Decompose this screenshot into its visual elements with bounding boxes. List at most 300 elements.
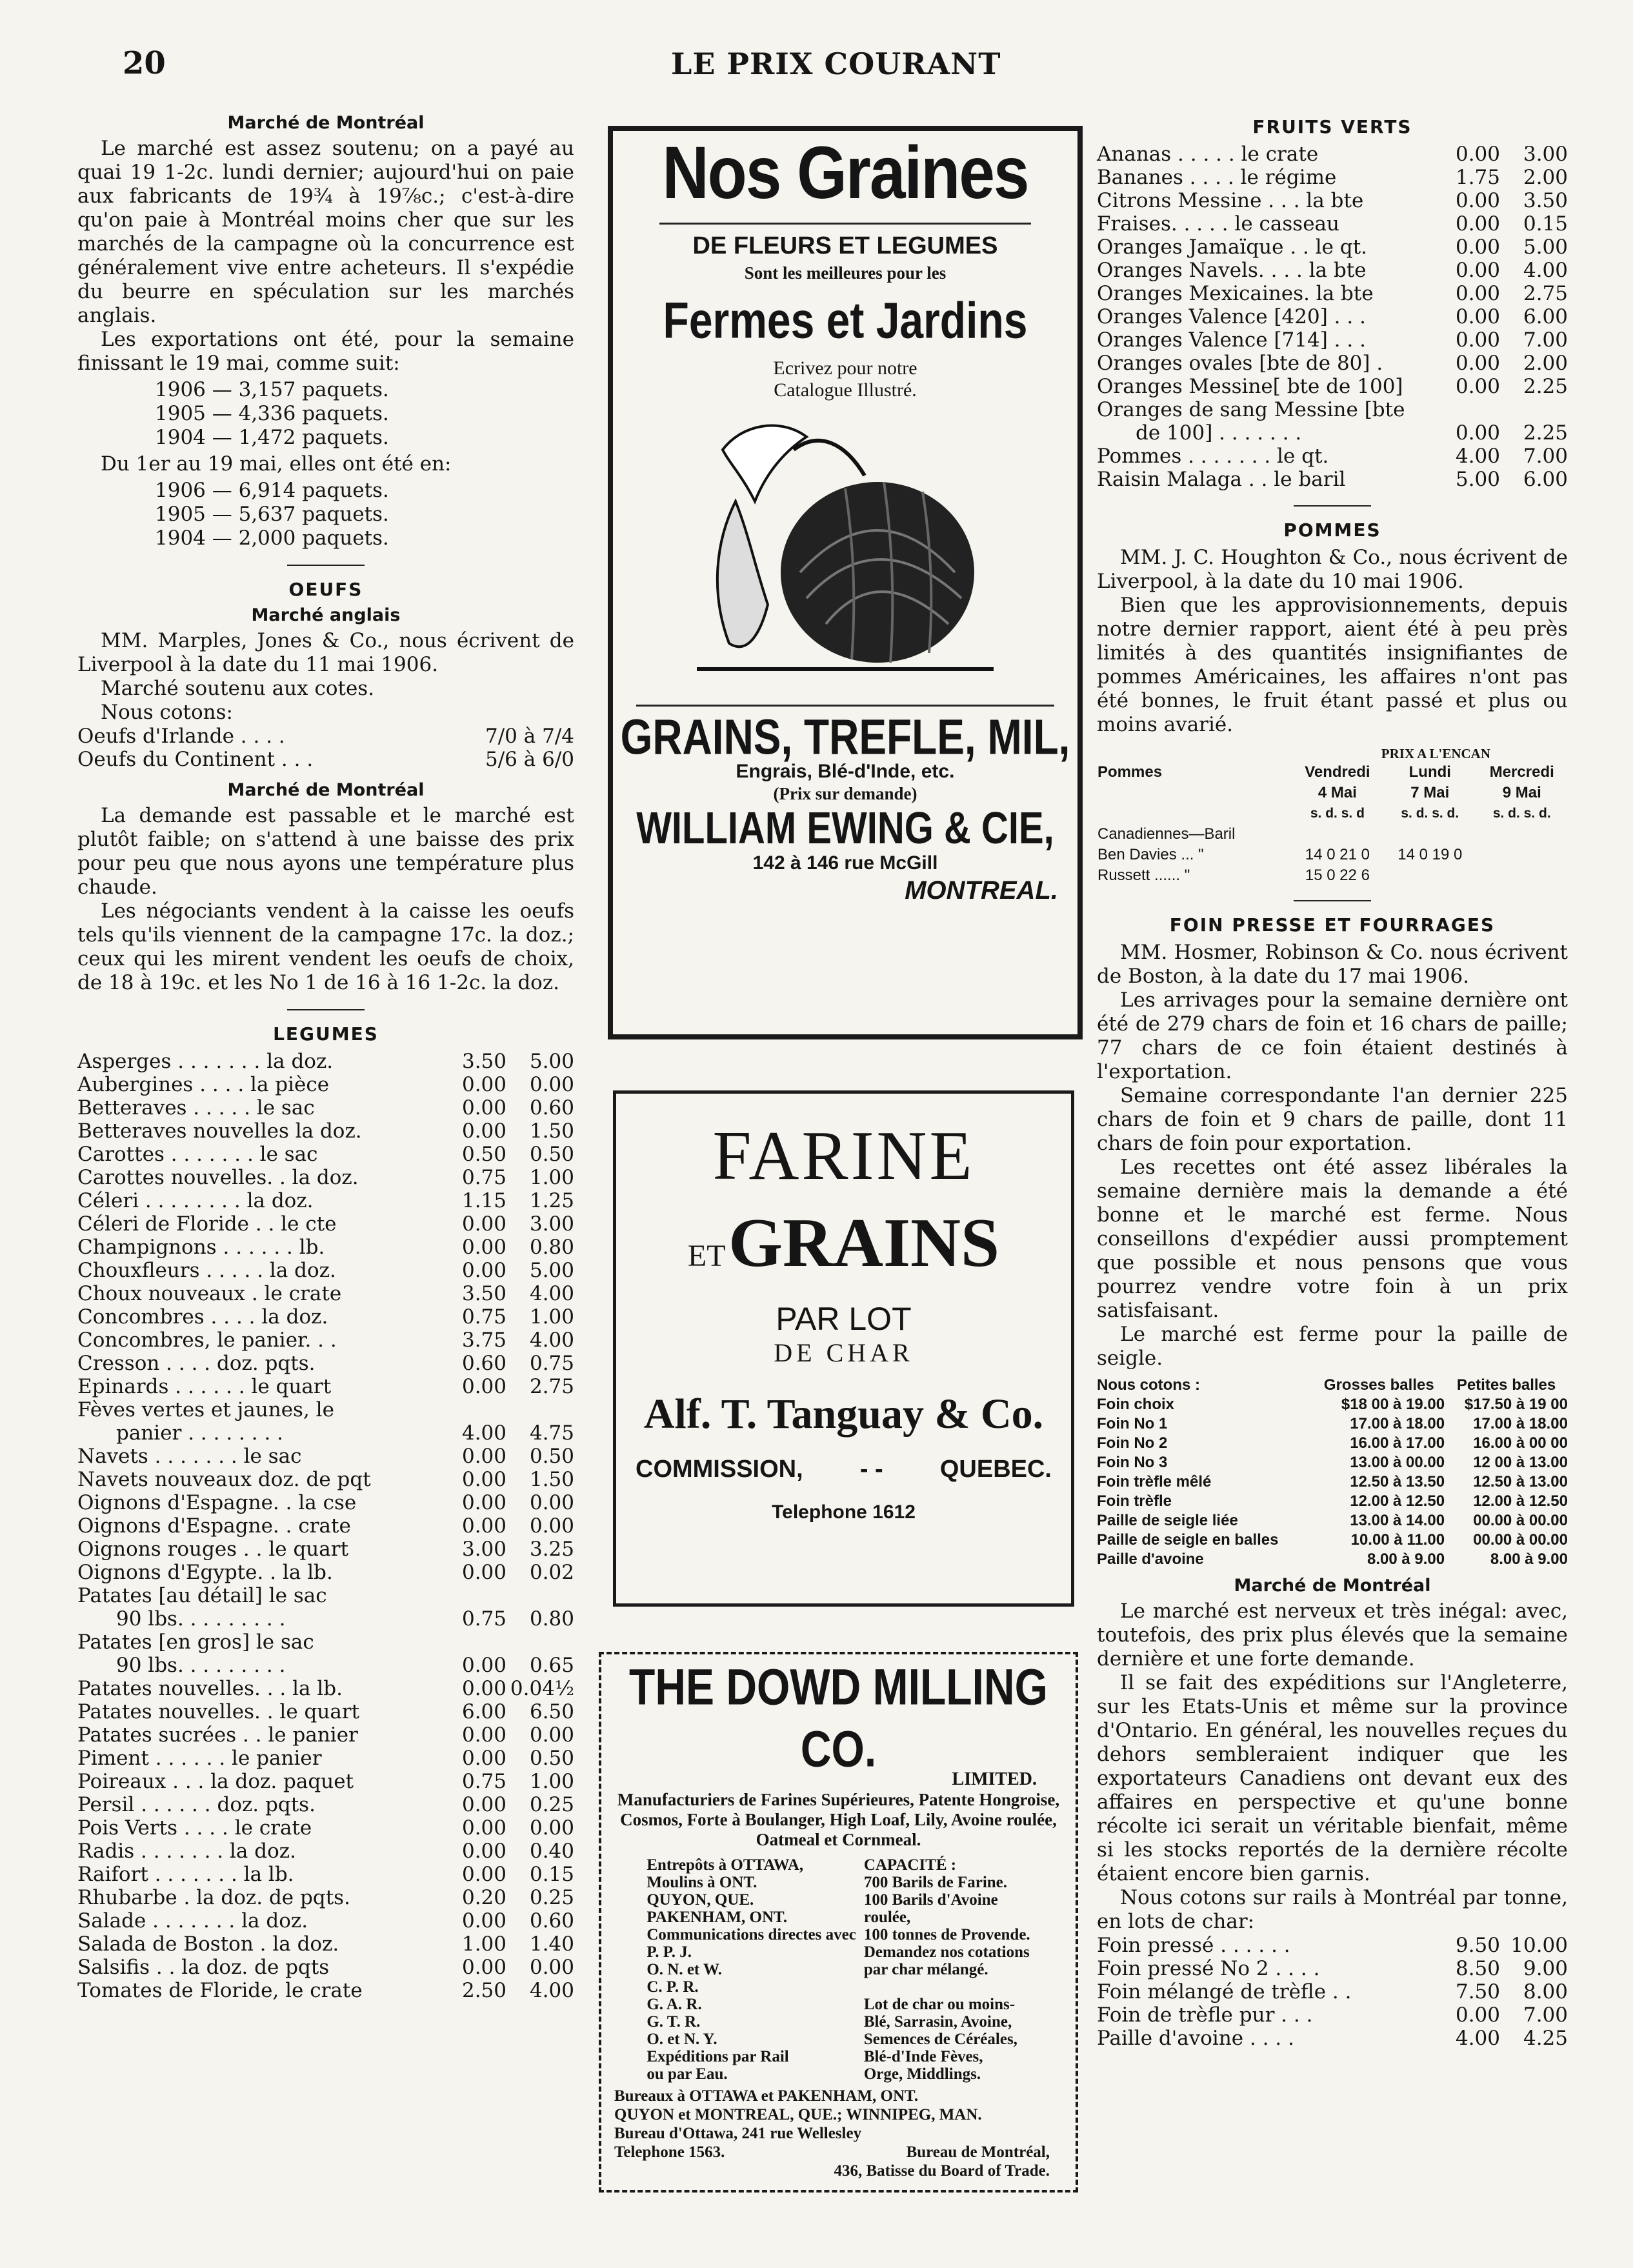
table-row — [1097, 865, 1568, 886]
table-row — [77, 1468, 574, 1491]
header-cell: 7 Mai — [1410, 784, 1450, 801]
max-price: 0.60 — [529, 1096, 574, 1119]
cell: Foin trèfle mêlé — [1097, 1473, 1212, 1490]
table-row — [643, 1874, 1034, 1891]
info-right: Orge, Middlings. — [863, 2065, 981, 2083]
item-name: Foin de trèfle pur . . . — [1097, 2003, 1313, 2027]
item-name: Foin mélangé de trèfle . . — [1097, 1980, 1352, 2003]
cell: Canadiennes—Baril — [1097, 825, 1236, 843]
vegetables-price-table — [77, 1050, 574, 2002]
min-price: 1.75 — [1455, 166, 1500, 189]
max-price: 9.00 — [1523, 1957, 1568, 1980]
cell: 14 0 21 0 — [1305, 846, 1370, 863]
paragraph: Le marché est ferme pour la paille de seigle. — [1097, 1323, 1568, 1370]
table-row — [77, 1236, 574, 1259]
item-name: Patates nouvelles. . . la lb. — [77, 1677, 343, 1700]
cell: Paille d'avoine — [1097, 1550, 1204, 1568]
min-price: 0.00 — [461, 1375, 506, 1398]
cell: $17.50 à 19 00 — [1464, 1396, 1568, 1413]
ad-word: COMMISSION, — [636, 1456, 803, 1483]
ad-headline: THE DOWD MILLING CO. — [629, 1658, 1048, 1778]
max-price: 1.40 — [529, 1932, 574, 1956]
table-row — [643, 1891, 1034, 1909]
table-row — [77, 1305, 574, 1329]
item-name: Raisin Malaga . . le baril — [1097, 468, 1346, 491]
table-row — [77, 1398, 574, 1421]
table-row — [1097, 282, 1568, 305]
table-row — [77, 1723, 574, 1747]
cell — [1476, 824, 1568, 845]
item-name: Oranges Valence [420] . . . — [1097, 305, 1366, 328]
table-row — [77, 1956, 574, 1979]
item-name: Salsifis . . la doz. de pqts — [77, 1956, 330, 1979]
header-cell: s. d. s. d. — [1401, 806, 1459, 821]
min-price: 0.00 — [1455, 189, 1500, 212]
item-price: 5/6 à 6/0 — [485, 748, 574, 771]
list-item: 1905 — 5,637 paquets. — [155, 503, 389, 526]
list-item: 1904 — 1,472 paquets. — [155, 426, 389, 449]
ad-line: GRAINS, TREFLE, MIL, — [620, 708, 1070, 765]
table-row — [643, 2065, 1034, 2083]
cell: 12.50 à 13.50 — [1350, 1473, 1445, 1490]
table-row — [77, 1561, 574, 1584]
max-price: 7.00 — [1523, 2003, 1568, 2027]
table-row — [1097, 445, 1568, 468]
item-name: Oranges Jamaïque . . le qt. — [1097, 236, 1368, 259]
item-name: Céleri de Floride . . le cte — [77, 1212, 337, 1236]
min-price: 0.00 — [1455, 236, 1500, 259]
item-name: Choux nouveaux . le crate — [77, 1282, 342, 1305]
item-name: Betteraves nouvelles la doz. — [77, 1119, 362, 1143]
ad-line: MONTREAL. — [905, 876, 1058, 905]
item-name: Ananas . . . . . le crate — [1097, 143, 1319, 166]
section-title: FRUITS VERTS — [1252, 116, 1412, 137]
table-row — [1097, 1414, 1568, 1434]
item-name: Oranges de sang Messine [bte — [1097, 398, 1405, 421]
cell: Paille de seigle en balles — [1097, 1531, 1279, 1549]
milling-advertisement — [599, 1652, 1078, 2193]
table-row — [77, 1816, 574, 1840]
divider — [287, 1009, 365, 1010]
max-price: 0.02 — [529, 1561, 574, 1584]
max-price: 6.00 — [1523, 468, 1568, 491]
min-price: 0.00 — [461, 1561, 506, 1584]
min-price: 0.00 — [461, 1840, 506, 1863]
ad-headline: FARINE — [712, 1118, 975, 1194]
table-row — [1097, 468, 1568, 491]
max-price: 0.00 — [529, 1816, 574, 1840]
info-left: G. A. R. — [646, 1996, 702, 2013]
header-cell: Nous cotons : — [1097, 1376, 1200, 1394]
item-name: Carottes . . . . . . . le sac — [77, 1143, 318, 1166]
min-price: 0.20 — [461, 1886, 506, 1909]
table-row — [643, 1926, 1034, 1943]
item-name: Patates [au détail] le sac — [77, 1584, 327, 1607]
max-price: 0.75 — [529, 1352, 574, 1375]
min-price: 0.00 — [1455, 282, 1500, 305]
min-price: 0.75 — [461, 1607, 506, 1631]
item-name: Radis . . . . . . . la doz. — [77, 1840, 296, 1863]
paragraph: Les négociants vendent à la caisse les oeufs tels qu'ils viennent de la campagne 17c. la doz.; ceux qui les mirent vendent les oeufs de choix, de 18 à 19c. et les No 1 de 16 à 16 1-2c. la doz. — [77, 899, 574, 994]
item-name: Oeufs d'Irlande . . . . — [77, 725, 285, 748]
min-price: 9.50 — [1455, 1934, 1500, 1957]
cell: $18 00 à 19.00 — [1341, 1396, 1445, 1413]
item-name: Piment . . . . . . le panier — [77, 1747, 322, 1770]
table-row — [77, 1352, 574, 1375]
max-price: 5.00 — [529, 1259, 574, 1282]
table-row — [77, 1863, 574, 1886]
min-price: 7.50 — [1455, 1980, 1500, 2003]
divider — [1294, 900, 1371, 901]
min-price: 0.00 — [461, 1654, 506, 1677]
min-price: 0.00 — [1455, 421, 1500, 445]
item-name: Poireaux . . . la doz. paquet — [77, 1770, 354, 1793]
table-row — [1097, 1980, 1568, 2003]
min-price: 0.00 — [1455, 212, 1500, 236]
ad-line — [616, 1203, 1071, 1283]
cell: Foin choix — [1097, 1396, 1174, 1413]
table-row — [643, 1943, 1034, 1961]
table-row — [77, 1700, 574, 1723]
section-title: FOIN PRESSE ET FOURRAGES — [1169, 914, 1496, 936]
min-price: 0.00 — [461, 1236, 506, 1259]
max-price: 0.65 — [529, 1654, 574, 1677]
cell: 8.00 à 9.00 — [1367, 1550, 1445, 1568]
header-cell: Mercredi — [1489, 763, 1554, 781]
item-name: Citrons Messine . . . la bte — [1097, 189, 1364, 212]
item-name: Betteraves . . . . . le sac — [77, 1096, 315, 1119]
info-left: ou par Eau. — [646, 2065, 728, 2083]
item-name: Bananes . . . . le régime — [1097, 166, 1337, 189]
export-list — [77, 479, 574, 550]
max-price: 3.00 — [529, 1212, 574, 1236]
max-price: 4.25 — [1523, 2027, 1568, 2050]
max-price: 5.00 — [529, 1050, 574, 1073]
min-price: 0.75 — [461, 1305, 506, 1329]
ad-line: Telephone 1612 — [772, 1501, 916, 1523]
table-header-row — [1097, 762, 1568, 783]
table-row — [77, 1096, 574, 1119]
info-right: 700 Barils de Farine. — [863, 1874, 1008, 1891]
ad-line: DE CHAR — [774, 1338, 914, 1367]
table-row — [77, 1166, 574, 1189]
header-cell: 4 Mai — [1317, 784, 1357, 801]
max-price: 1.50 — [529, 1119, 574, 1143]
info-right: 100 Barils d'Avoine — [863, 1891, 998, 1909]
paragraph: Les exportations ont été, pour la semaine finissant le 19 mai, comme suit: — [77, 328, 574, 375]
table-row — [1097, 259, 1568, 282]
cell — [1384, 865, 1476, 886]
cell: Foin No 1 — [1097, 1415, 1168, 1432]
min-price: 4.00 — [461, 1421, 506, 1445]
min-price: 0.00 — [461, 1747, 506, 1770]
max-price: 0.50 — [529, 1747, 574, 1770]
max-price: 0.04½ — [510, 1677, 574, 1700]
min-price: 0.00 — [461, 1445, 506, 1468]
max-price — [506, 1631, 574, 1654]
ad-word: Telephone 1563. — [614, 2143, 725, 2161]
item-name: Navets . . . . . . . le sac — [77, 1445, 302, 1468]
info-left: PAKENHAM, ONT. — [646, 1909, 788, 1926]
table-row — [643, 2048, 1034, 2065]
ad-word: ET — [687, 1239, 726, 1273]
max-price: 6.00 — [1523, 305, 1568, 328]
section-title: Marché de Montréal — [227, 780, 425, 800]
ad-line: QUYON et MONTREAL, QUE.; WINNIPEG, MAN. — [614, 2106, 982, 2123]
table-row — [77, 725, 574, 748]
table-row — [77, 1212, 574, 1236]
paragraph: Du 1er au 19 mai, elles ont été en: — [101, 452, 452, 476]
item-name: Patates nouvelles. . le quart — [77, 1700, 360, 1723]
table-row — [77, 1050, 574, 1073]
table-row — [77, 1491, 574, 1514]
max-price: 7.00 — [1523, 445, 1568, 468]
cell: 12.50 à 13.00 — [1473, 1473, 1568, 1490]
item-name: Concombres . . . . la doz. — [77, 1305, 328, 1329]
max-price: 0.60 — [529, 1909, 574, 1932]
info-right: 100 tonnes de Provende. — [863, 1926, 1030, 1943]
flour-advertisement — [613, 1090, 1074, 1607]
max-price: 0.15 — [529, 1863, 574, 1886]
cell: 8.00 à 9.00 — [1490, 1550, 1568, 1568]
item-name: Foin pressé No 2 . . . . — [1097, 1957, 1320, 1980]
cell: 00.00 à 00.00 — [1473, 1531, 1568, 1549]
max-price: 4.00 — [529, 1329, 574, 1352]
list-item: 1906 — 3,157 paquets. — [155, 378, 389, 401]
max-price: 1.50 — [529, 1468, 574, 1491]
item-name: Raifort . . . . . . . la lb. — [77, 1863, 294, 1886]
min-price: 0.75 — [461, 1166, 506, 1189]
table-row — [1097, 1472, 1568, 1492]
ad-line: DE FLEURS ET LEGUMES — [692, 232, 998, 259]
table-row — [1097, 2003, 1568, 2027]
cell: Foin trèfle — [1097, 1492, 1172, 1510]
cell: 10.00 à 11.00 — [1350, 1531, 1445, 1549]
max-price: 0.80 — [529, 1236, 574, 1259]
table-row — [643, 2031, 1034, 2048]
list-item: 1904 — 2,000 paquets. — [155, 527, 389, 550]
min-price: 0.00 — [461, 1909, 506, 1932]
max-price: 2.25 — [1523, 421, 1568, 445]
paragraph: Les arrivages pour la semaine dernière ont été de 279 chars de foin et 16 chars de paille; 77 chars de ce foin étaient destinés à l'exportation. — [1097, 988, 1568, 1083]
ad-word: Bureau de Montréal, — [906, 2143, 1050, 2161]
table-header-row — [1097, 783, 1568, 803]
ad-line: (Prix sur demande) — [773, 784, 917, 803]
ad-line: Alf. T. Tanguay & Co. — [643, 1390, 1044, 1438]
item-name: Oignons rouges . . le quart — [77, 1538, 349, 1561]
header-cell: s. d. s. d — [1310, 806, 1365, 821]
table-row — [77, 1770, 574, 1793]
min-price: 5.00 — [1455, 468, 1500, 491]
max-price: 8.00 — [1523, 1980, 1568, 2003]
header-cell: s. d. s. d. — [1492, 806, 1551, 821]
item-name: Carottes nouvelles. . la doz. — [77, 1166, 359, 1189]
max-price: 1.25 — [529, 1189, 574, 1212]
min-price: 0.50 — [461, 1143, 506, 1166]
table-row — [77, 1282, 574, 1305]
table-row — [77, 1375, 574, 1398]
paragraph: Le marché est assez soutenu; on a payé au quai 19 1-2c. lundi dernier; aujourd'hui on paie aux fabricants de 19¾ à 19⅞c.; c'est-à-dire qu'on paie à Montréal moins cher que sur les marchés de la campagne où la concurrence est généralement vive entre acheteurs. Il s'expédie du beurre en spéculation sur les marchés anglais. — [77, 137, 574, 327]
max-price: 0.00 — [529, 1073, 574, 1096]
ad-line: Ecrivez pour notre — [773, 357, 917, 379]
table-row — [77, 1421, 574, 1445]
info-right: Blé-d'Inde Fèves, — [863, 2048, 983, 2065]
max-price: 4.00 — [1523, 259, 1568, 282]
table-row — [77, 1886, 574, 1909]
page-number: 20 — [123, 45, 166, 81]
table-row — [1097, 845, 1568, 865]
item-name: Oeufs du Continent . . . — [77, 748, 314, 771]
paragraph: Bien que les approvisionnements, depuis notre dernier rapport, aient été à peu près limités à des quantités insignifiantes de pommes Américaines, les affaires n'ont pas été bonnes, le fruit étant passé et plus ou moins avarié. — [1097, 594, 1568, 736]
info-right: Lot de char ou moins- — [863, 1996, 1016, 2013]
table-row — [1097, 143, 1568, 166]
min-price: 0.75 — [461, 1770, 506, 1793]
max-price — [506, 1584, 574, 1607]
max-price: 0.50 — [529, 1143, 574, 1166]
max-price: 0.15 — [1523, 212, 1568, 236]
min-price: 4.00 — [1455, 445, 1500, 468]
paragraph: Nous cotons: — [101, 701, 233, 724]
apples-auction-table — [1097, 762, 1568, 886]
item-name: Foin pressé . . . . . . — [1097, 1934, 1290, 1957]
max-price: 1.00 — [529, 1166, 574, 1189]
min-price: 0.60 — [461, 1352, 506, 1375]
ad-word: - - — [859, 1456, 883, 1483]
item-name: Pommes . . . . . . . le qt. — [1097, 445, 1329, 468]
divider — [636, 705, 1054, 707]
item-name: Tomates de Floride, le crate — [77, 1979, 363, 2002]
paragraph: Marché soutenu aux cotes. — [101, 677, 375, 700]
info-right: Semences de Céréales, — [863, 2031, 1017, 2048]
section-title: POMMES — [1283, 519, 1381, 541]
min-price: 6.00 — [461, 1700, 506, 1723]
max-price: 2.00 — [1523, 166, 1568, 189]
max-price: 0.25 — [529, 1793, 574, 1816]
item-name: Rhubarbe . la doz. de pqts. — [77, 1886, 350, 1909]
item-name: Oranges ovales [bte de 80] . — [1097, 352, 1383, 375]
min-price: 0.00 — [461, 1491, 506, 1514]
table-row — [1097, 1492, 1568, 1511]
table-row — [77, 1747, 574, 1770]
info-left: O. N. et W. — [646, 1961, 722, 1978]
table-row — [77, 1143, 574, 1166]
ad-line: 436, Batisse du Board of Trade. — [834, 2162, 1050, 2180]
info-left: QUYON, QUE. — [646, 1891, 754, 1909]
table-row — [77, 1909, 574, 1932]
item-name: Asperges . . . . . . . la doz. — [77, 1050, 334, 1073]
item-name: 90 lbs. . . . . . . . . — [116, 1654, 286, 1677]
table-row — [77, 1793, 574, 1816]
table-row — [77, 1631, 574, 1654]
auction-heading: PRIX A L'ENCAN — [1381, 746, 1490, 761]
table-header-row — [1097, 1376, 1568, 1395]
header-cell: Vendredi — [1305, 763, 1370, 781]
min-price: 0.00 — [461, 1212, 506, 1236]
min-price: 0.00 — [461, 1259, 506, 1282]
min-price: 0.00 — [1455, 143, 1500, 166]
min-price: 0.00 — [461, 1863, 506, 1886]
table-row — [77, 1654, 574, 1677]
max-price: 0.00 — [529, 1514, 574, 1538]
ad-line — [614, 2143, 1076, 2162]
paragraph: MM. Marples, Jones & Co., nous écrivent de Liverpool à la date du 11 mai 1906. — [77, 629, 574, 676]
cell: 15 0 22 6 — [1305, 867, 1370, 884]
header-cell: Pommes — [1097, 763, 1163, 781]
divider — [659, 223, 1031, 225]
info-left: C. P. R. — [646, 1978, 699, 1996]
paragraph: Semaine correspondante l'an dernier 225 chars de foin et 9 chars de paille, dont 11 chars de foin pour exportation. — [1097, 1084, 1568, 1155]
cell: Ben Davies ... " — [1097, 846, 1204, 863]
table-row — [77, 1677, 574, 1700]
table-row — [1097, 1434, 1568, 1453]
section-title: Marché de Montréal — [1234, 1576, 1431, 1596]
ad-line: Engrais, Blé-d'Inde, etc. — [736, 761, 955, 782]
min-price: 0.00 — [461, 1073, 506, 1096]
max-price: 2.75 — [529, 1375, 574, 1398]
min-price: 0.00 — [1455, 352, 1500, 375]
table-row — [1097, 398, 1568, 421]
info-right: Demandez nos cotations — [863, 1943, 1030, 1961]
cell: 16.00 à 17.00 — [1350, 1434, 1445, 1452]
ad-line: Bureau d'Ottawa, 241 rue Wellesley — [614, 2125, 862, 2142]
table-row — [1097, 212, 1568, 236]
ad-line: Sont les meilleures pour les — [744, 263, 947, 283]
min-price — [442, 1631, 506, 1654]
table-row — [77, 1840, 574, 1863]
cell — [1384, 824, 1476, 845]
table-row — [1097, 375, 1568, 398]
table-row — [77, 1979, 574, 2002]
ad-line: Fermes et Jardins — [663, 291, 1028, 349]
ad-headline: Nos Graines — [662, 131, 1028, 215]
min-price: 0.00 — [461, 1096, 506, 1119]
min-price: 0.00 — [1455, 2003, 1500, 2027]
table-row — [77, 1514, 574, 1538]
header-cell: 9 Mai — [1502, 784, 1541, 801]
table-row — [1097, 2027, 1568, 2050]
min-price: 8.50 — [1455, 1957, 1500, 1980]
max-price: 4.00 — [529, 1282, 574, 1305]
min-price: 2.50 — [461, 1979, 506, 2002]
seed-advertisement — [608, 126, 1083, 1039]
max-price — [1500, 398, 1568, 421]
info-left: O. et N. Y. — [646, 2031, 717, 2048]
table-row — [77, 1538, 574, 1561]
table-row — [643, 1978, 1034, 1996]
max-price: 2.75 — [1523, 282, 1568, 305]
table-row — [1097, 1934, 1568, 1957]
min-price: 0.00 — [461, 1677, 506, 1700]
header-cell — [1097, 783, 1291, 803]
cell: 12.00 à 12.50 — [1350, 1492, 1445, 1510]
table-row — [77, 1932, 574, 1956]
max-price: 5.00 — [1523, 236, 1568, 259]
eggs-price-table — [77, 725, 574, 771]
item-name: Oranges Mexicaines. la bte — [1097, 282, 1374, 305]
max-price: 10.00 — [1510, 1934, 1568, 1957]
ad-word: GRAINS — [728, 1205, 1000, 1281]
cell: 14 0 19 0 — [1398, 846, 1463, 863]
paragraph: MM. Hosmer, Robinson & Co. nous écrivent de Boston, à la date du 17 mai 1906. — [1097, 941, 1568, 988]
item-name: Navets nouveaux doz. de pqt — [77, 1468, 371, 1491]
min-price: 0.00 — [461, 1119, 506, 1143]
item-price: 7/0 à 7/4 — [485, 725, 574, 748]
max-price: 3.50 — [1523, 189, 1568, 212]
section-title: Marché de Montréal — [227, 113, 425, 133]
table-row — [77, 1607, 574, 1631]
item-name: Persil . . . . . . doz. pqts. — [77, 1793, 316, 1816]
item-name: Salade . . . . . . . la doz. — [77, 1909, 308, 1932]
